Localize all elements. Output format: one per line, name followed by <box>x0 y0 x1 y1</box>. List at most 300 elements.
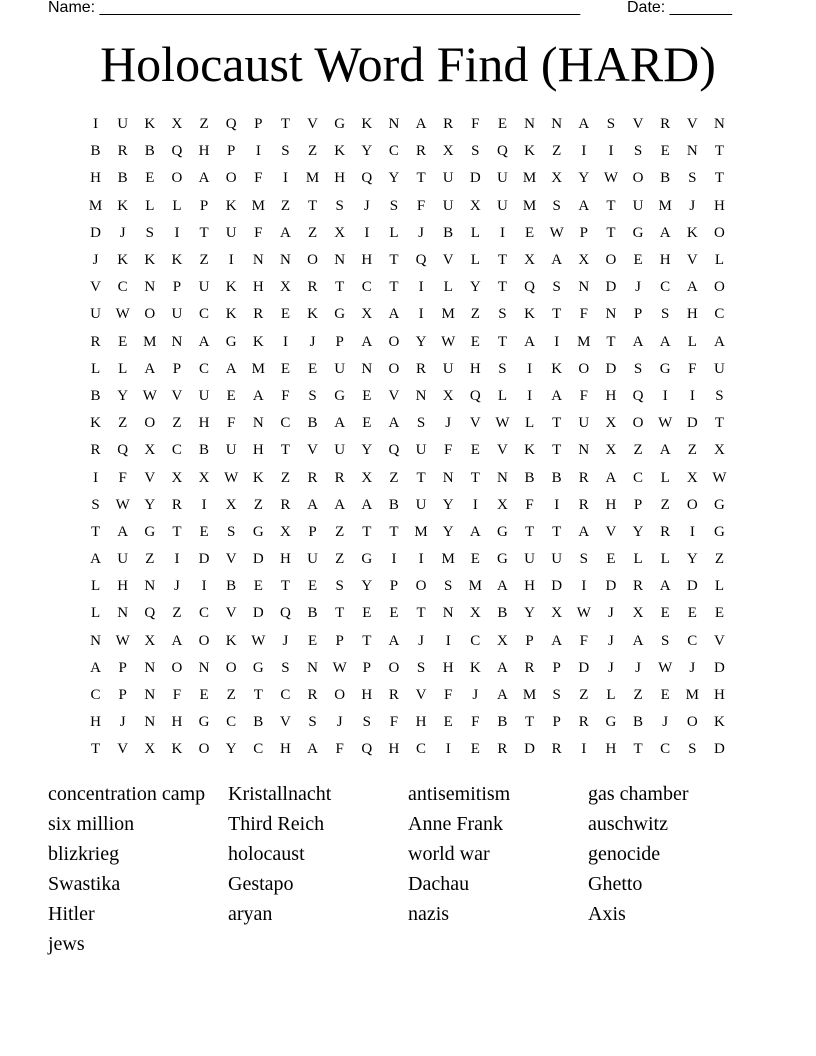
grid-letter[interactable]: T <box>524 714 535 731</box>
grid-letter[interactable]: X <box>361 469 373 486</box>
grid-letter[interactable]: B <box>307 415 318 432</box>
grid-letter[interactable]: K <box>524 306 535 323</box>
grid-letter[interactable]: J <box>635 279 641 296</box>
grid-letter[interactable]: T <box>524 523 535 540</box>
grid-letter[interactable]: N <box>415 387 427 404</box>
grid-letter[interactable]: J <box>336 714 343 731</box>
grid-letter[interactable]: X <box>469 605 481 622</box>
grid-letter[interactable]: F <box>525 496 534 513</box>
grid-letter[interactable]: G <box>497 551 508 568</box>
grid-letter[interactable]: V <box>225 605 237 622</box>
grid-letter[interactable]: S <box>416 659 426 676</box>
grid-letter[interactable]: N <box>551 116 563 133</box>
grid-letter[interactable]: I <box>689 387 695 404</box>
grid-letter[interactable]: K <box>117 252 129 269</box>
grid-letter[interactable]: F <box>579 306 588 323</box>
grid-letter[interactable]: E <box>470 741 480 758</box>
grid-letter[interactable]: O <box>686 714 698 731</box>
grid-letter[interactable]: V <box>686 116 698 133</box>
grid-letter[interactable]: V <box>307 116 318 133</box>
grid-letter[interactable]: H <box>252 279 264 296</box>
grid-letter[interactable]: T <box>362 632 372 649</box>
grid-letter[interactable]: X <box>497 496 508 513</box>
grid-letter[interactable]: Y <box>686 551 698 568</box>
grid-letter[interactable]: S <box>308 714 317 731</box>
grid-letter[interactable]: F <box>335 741 344 758</box>
grid-letter[interactable]: D <box>252 551 264 568</box>
grid-letter[interactable]: H <box>442 659 454 676</box>
grid-letter[interactable]: I <box>581 578 587 595</box>
grid-letter[interactable]: W <box>549 224 564 241</box>
grid-letter[interactable]: A <box>252 387 264 404</box>
grid-letter[interactable]: E <box>280 306 291 323</box>
grid-letter[interactable]: T <box>497 333 508 350</box>
grid-letter[interactable]: S <box>715 387 724 404</box>
grid-letter[interactable]: M <box>522 197 537 214</box>
grid-letter[interactable]: Z <box>335 551 345 568</box>
grid-letter[interactable]: Y <box>361 143 373 160</box>
grid-letter[interactable]: J <box>689 659 696 676</box>
grid-letter[interactable]: W <box>332 659 347 676</box>
grid-letter[interactable]: E <box>226 387 236 404</box>
grid-letter[interactable]: L <box>90 360 101 377</box>
grid-letter[interactable]: I <box>174 551 180 568</box>
grid-letter[interactable]: U <box>632 197 644 214</box>
grid-letter[interactable]: T <box>552 415 562 432</box>
grid-letter[interactable]: I <box>689 523 695 540</box>
grid-letter[interactable]: F <box>254 224 263 241</box>
grid-letter[interactable]: N <box>144 578 156 595</box>
grid-letter[interactable]: N <box>144 714 156 731</box>
grid-letter[interactable]: O <box>171 170 183 187</box>
grid-letter[interactable]: L <box>118 360 128 377</box>
grid-letter[interactable]: K <box>171 252 183 269</box>
grid-letter[interactable]: H <box>361 252 373 269</box>
grid-letter[interactable]: T <box>606 224 616 241</box>
grid-letter[interactable]: A <box>659 578 671 595</box>
grid-letter[interactable]: P <box>118 659 127 676</box>
grid-letter[interactable]: P <box>199 197 209 214</box>
grid-letter[interactable]: I <box>418 279 424 296</box>
grid-letter[interactable]: R <box>416 360 427 377</box>
grid-letter[interactable]: R <box>660 523 671 540</box>
grid-letter[interactable]: S <box>308 387 317 404</box>
grid-letter[interactable]: E <box>443 714 453 731</box>
grid-letter[interactable]: A <box>388 415 400 432</box>
grid-letter[interactable]: Z <box>172 415 182 432</box>
grid-letter[interactable]: A <box>334 415 346 432</box>
grid-letter[interactable]: P <box>308 523 317 540</box>
grid-letter[interactable]: S <box>606 116 616 133</box>
grid-letter[interactable]: E <box>118 333 128 350</box>
grid-letter[interactable]: W <box>251 632 266 649</box>
grid-letter[interactable]: O <box>307 252 318 269</box>
grid-letter[interactable]: L <box>443 279 453 296</box>
grid-letter[interactable]: A <box>388 306 400 323</box>
grid-letter[interactable]: G <box>252 523 264 540</box>
grid-letter[interactable]: Z <box>470 306 480 323</box>
grid-letter[interactable]: R <box>578 469 589 486</box>
grid-letter[interactable]: S <box>661 632 670 649</box>
grid-letter[interactable]: A <box>497 659 508 676</box>
grid-letter[interactable]: R <box>524 659 535 676</box>
grid-letter[interactable]: U <box>198 387 210 404</box>
grid-letter[interactable]: M <box>658 197 672 214</box>
grid-letter[interactable]: U <box>578 415 590 432</box>
grid-letter[interactable]: G <box>144 523 156 540</box>
grid-letter[interactable]: K <box>524 442 535 459</box>
grid-letter[interactable]: E <box>714 605 725 622</box>
grid-letter[interactable]: B <box>226 578 237 595</box>
grid-letter[interactable]: R <box>90 333 101 350</box>
grid-letter[interactable]: N <box>388 116 400 133</box>
grid-letter[interactable]: Y <box>578 170 590 187</box>
grid-letter[interactable]: T <box>389 523 399 540</box>
grid-letter[interactable]: I <box>608 143 614 160</box>
grid-letter[interactable]: E <box>280 360 291 377</box>
grid-letter[interactable]: W <box>495 415 510 432</box>
grid-letter[interactable]: E <box>470 333 480 350</box>
grid-letter[interactable]: J <box>119 224 126 241</box>
grid-letter[interactable]: Z <box>579 687 589 704</box>
grid-letter[interactable]: P <box>362 659 371 676</box>
grid-letter[interactable]: A <box>225 360 237 377</box>
grid-letter[interactable]: O <box>388 333 400 350</box>
grid-letter[interactable]: X <box>442 387 454 404</box>
grid-letter[interactable]: E <box>633 252 643 269</box>
grid-letter[interactable]: U <box>524 551 535 568</box>
grid-letter[interactable]: S <box>633 143 643 160</box>
grid-letter[interactable]: K <box>225 632 237 649</box>
grid-letter[interactable]: C <box>199 360 210 377</box>
grid-letter[interactable]: E <box>606 551 616 568</box>
grid-letter[interactable]: C <box>416 741 427 758</box>
grid-letter[interactable]: H <box>198 143 210 160</box>
grid-letter[interactable]: L <box>90 578 101 595</box>
grid-letter[interactable]: S <box>145 224 154 241</box>
grid-letter[interactable]: H <box>659 252 671 269</box>
grid-letter[interactable]: U <box>442 170 454 187</box>
grid-letter[interactable]: L <box>172 197 182 214</box>
grid-letter[interactable]: J <box>119 714 126 731</box>
grid-letter[interactable]: Q <box>171 143 183 160</box>
grid-letter[interactable]: J <box>608 605 614 622</box>
grid-letter[interactable]: O <box>334 687 346 704</box>
grid-letter[interactable]: A <box>90 551 101 568</box>
grid-letter[interactable]: O <box>388 659 400 676</box>
grid-letter[interactable]: M <box>441 306 455 323</box>
grid-letter[interactable]: X <box>144 632 156 649</box>
grid-letter[interactable]: K <box>117 197 129 214</box>
grid-letter[interactable]: T <box>90 741 101 758</box>
grid-letter[interactable]: P <box>389 578 399 595</box>
grid-letter[interactable]: S <box>335 197 344 214</box>
grid-letter[interactable]: K <box>686 224 698 241</box>
grid-letter[interactable]: Z <box>145 551 155 568</box>
grid-letter[interactable]: H <box>605 387 617 404</box>
grid-letter[interactable]: M <box>577 333 591 350</box>
grid-letter[interactable]: Q <box>144 605 156 622</box>
grid-letter[interactable]: O <box>198 632 210 649</box>
grid-letter[interactable]: R <box>280 496 291 513</box>
grid-letter[interactable]: W <box>603 170 619 187</box>
grid-letter[interactable]: X <box>469 197 481 214</box>
grid-letter[interactable]: A <box>578 116 590 133</box>
grid-letter[interactable]: P <box>227 143 236 160</box>
grid-letter[interactable]: E <box>660 605 670 622</box>
grid-letter[interactable]: I <box>364 224 370 241</box>
grid-letter[interactable]: T <box>552 523 562 540</box>
grid-letter[interactable]: K <box>469 659 481 676</box>
grid-letter[interactable]: R <box>660 116 671 133</box>
grid-letter[interactable]: V <box>714 632 725 649</box>
grid-letter[interactable]: Q <box>415 252 427 269</box>
grid-letter[interactable]: J <box>608 659 614 676</box>
grid-letter[interactable]: X <box>280 523 291 540</box>
grid-letter[interactable]: X <box>334 224 346 241</box>
grid-letter[interactable]: V <box>415 687 427 704</box>
grid-letter[interactable]: W <box>115 306 130 323</box>
grid-letter[interactable]: F <box>688 360 697 377</box>
grid-letter[interactable]: U <box>198 279 210 296</box>
grid-letter[interactable]: P <box>552 714 561 731</box>
grid-letter[interactable]: C <box>660 741 671 758</box>
grid-letter[interactable]: F <box>118 469 127 486</box>
grid-letter[interactable]: F <box>444 687 453 704</box>
grid-letter[interactable]: G <box>334 116 346 133</box>
grid-letter[interactable]: T <box>416 605 426 622</box>
grid-letter[interactable]: M <box>88 197 103 214</box>
grid-letter[interactable]: Q <box>632 387 644 404</box>
grid-letter[interactable]: A <box>551 252 563 269</box>
grid-letter[interactable]: A <box>659 442 671 459</box>
grid-letter[interactable]: N <box>578 279 590 296</box>
grid-letter[interactable]: C <box>280 687 291 704</box>
grid-letter[interactable]: T <box>389 279 399 296</box>
grid-letter[interactable]: T <box>172 523 182 540</box>
grid-letter[interactable]: L <box>90 605 101 622</box>
grid-letter[interactable]: R <box>633 578 644 595</box>
grid-letter[interactable]: U <box>714 360 725 377</box>
grid-letter[interactable]: E <box>660 687 670 704</box>
grid-letter[interactable]: U <box>442 360 454 377</box>
grid-letter[interactable]: R <box>388 687 399 704</box>
grid-letter[interactable]: X <box>171 469 183 486</box>
grid-letter[interactable]: I <box>581 143 587 160</box>
grid-letter[interactable]: S <box>281 659 290 676</box>
grid-letter[interactable]: T <box>335 279 345 296</box>
grid-letter[interactable]: U <box>334 442 346 459</box>
grid-letter[interactable]: L <box>660 551 670 568</box>
grid-letter[interactable]: P <box>254 116 263 133</box>
grid-letter[interactable]: Z <box>687 442 697 459</box>
grid-letter[interactable]: X <box>632 605 644 622</box>
grid-letter[interactable]: Y <box>442 496 454 513</box>
grid-letter[interactable]: Q <box>524 279 535 296</box>
grid-letter[interactable]: K <box>90 415 101 432</box>
grid-letter[interactable]: J <box>472 687 479 704</box>
grid-letter[interactable]: W <box>115 496 130 513</box>
grid-letter[interactable]: H <box>415 714 427 731</box>
grid-letter[interactable]: O <box>388 360 400 377</box>
grid-letter[interactable]: M <box>522 687 537 704</box>
grid-letter[interactable]: L <box>714 252 725 269</box>
grid-letter[interactable]: R <box>334 469 345 486</box>
grid-letter[interactable]: O <box>225 170 237 187</box>
grid-letter[interactable]: Z <box>226 687 236 704</box>
grid-letter[interactable]: B <box>144 143 155 160</box>
grid-letter[interactable]: G <box>334 387 346 404</box>
grid-letter[interactable]: J <box>662 714 669 731</box>
grid-letter[interactable]: R <box>171 496 182 513</box>
grid-letter[interactable]: S <box>633 360 643 377</box>
grid-letter[interactable]: K <box>144 252 156 269</box>
grid-letter[interactable]: T <box>714 143 725 160</box>
grid-letter[interactable]: M <box>414 523 428 540</box>
grid-letter[interactable]: H <box>334 170 346 187</box>
grid-letter[interactable]: D <box>90 224 101 241</box>
grid-letter[interactable]: P <box>172 279 182 296</box>
grid-letter[interactable]: J <box>418 224 424 241</box>
grid-letter[interactable]: U <box>90 306 101 323</box>
grid-letter[interactable]: F <box>579 387 588 404</box>
grid-letter[interactable]: V <box>605 523 617 540</box>
grid-letter[interactable]: T <box>714 415 725 432</box>
grid-letter[interactable]: Z <box>307 143 318 160</box>
grid-letter[interactable]: L <box>524 415 535 432</box>
grid-letter[interactable]: I <box>201 496 207 513</box>
grid-letter[interactable]: N <box>714 116 725 133</box>
grid-letter[interactable]: N <box>144 279 156 296</box>
grid-letter[interactable]: Z <box>199 116 209 133</box>
grid-letter[interactable]: G <box>225 333 237 350</box>
grid-letter[interactable]: K <box>225 197 237 214</box>
grid-letter[interactable]: R <box>307 687 318 704</box>
grid-letter[interactable]: U <box>415 496 427 513</box>
grid-letter[interactable]: O <box>632 415 644 432</box>
grid-letter[interactable]: I <box>527 360 533 377</box>
grid-letter[interactable]: E <box>687 605 697 622</box>
grid-letter[interactable]: F <box>444 442 453 459</box>
grid-letter[interactable]: A <box>686 279 698 296</box>
grid-letter[interactable]: A <box>361 333 373 350</box>
grid-letter[interactable]: O <box>578 360 590 377</box>
grid-letter[interactable]: G <box>252 659 264 676</box>
grid-letter[interactable]: T <box>416 170 426 187</box>
grid-letter[interactable]: S <box>471 143 480 160</box>
grid-letter[interactable]: F <box>471 116 480 133</box>
grid-letter[interactable]: N <box>144 659 156 676</box>
grid-letter[interactable]: T <box>497 279 508 296</box>
grid-letter[interactable]: Z <box>633 442 643 459</box>
grid-letter[interactable]: C <box>470 632 481 649</box>
grid-letter[interactable]: D <box>714 741 725 758</box>
grid-letter[interactable]: I <box>228 252 234 269</box>
grid-letter[interactable]: Y <box>388 170 400 187</box>
grid-letter[interactable]: T <box>280 442 291 459</box>
grid-letter[interactable]: G <box>714 496 725 513</box>
grid-letter[interactable]: Q <box>388 442 400 459</box>
grid-letter[interactable]: H <box>686 306 698 323</box>
grid-letter[interactable]: M <box>251 197 265 214</box>
grid-letter[interactable]: S <box>416 415 426 432</box>
grid-letter[interactable]: N <box>307 659 318 676</box>
grid-letter[interactable]: B <box>117 170 128 187</box>
grid-letter[interactable]: N <box>334 252 346 269</box>
grid-letter[interactable]: A <box>198 170 210 187</box>
grid-letter[interactable]: A <box>307 741 318 758</box>
grid-letter[interactable]: W <box>115 632 130 649</box>
grid-letter[interactable]: N <box>90 632 101 649</box>
grid-letter[interactable]: H <box>524 578 535 595</box>
grid-letter[interactable]: D <box>605 360 617 377</box>
grid-letter[interactable]: J <box>174 578 180 595</box>
grid-letter[interactable]: U <box>497 170 508 187</box>
grid-letter[interactable]: K <box>524 143 535 160</box>
grid-letter[interactable]: K <box>225 279 237 296</box>
grid-letter[interactable]: C <box>199 605 210 622</box>
grid-letter[interactable]: R <box>443 116 454 133</box>
grid-letter[interactable]: R <box>497 741 508 758</box>
grid-letter[interactable]: B <box>90 387 101 404</box>
grid-letter[interactable]: N <box>605 306 617 323</box>
grid-letter[interactable]: O <box>632 170 644 187</box>
grid-letter[interactable]: A <box>551 632 563 649</box>
grid-letter[interactable]: G <box>605 714 617 731</box>
grid-letter[interactable]: H <box>605 496 617 513</box>
grid-letter[interactable]: A <box>632 333 644 350</box>
grid-letter[interactable]: J <box>608 632 614 649</box>
grid-letter[interactable]: T <box>389 252 399 269</box>
grid-letter[interactable]: T <box>714 170 725 187</box>
grid-letter[interactable]: T <box>606 197 616 214</box>
grid-letter[interactable]: D <box>198 551 210 568</box>
grid-letter[interactable]: E <box>362 387 372 404</box>
grid-letter[interactable]: C <box>171 442 182 459</box>
grid-letter[interactable]: T <box>552 306 562 323</box>
grid-letter[interactable]: U <box>497 197 508 214</box>
grid-letter[interactable]: B <box>253 714 264 731</box>
grid-letter[interactable]: G <box>334 306 346 323</box>
grid-letter[interactable]: M <box>522 170 537 187</box>
grid-letter[interactable]: M <box>305 170 320 187</box>
grid-letter[interactable]: V <box>117 741 129 758</box>
grid-letter[interactable]: N <box>442 469 454 486</box>
grid-letter[interactable]: F <box>281 387 290 404</box>
grid-letter[interactable]: A <box>388 632 400 649</box>
grid-letter[interactable]: X <box>171 116 183 133</box>
grid-letter[interactable]: V <box>469 415 481 432</box>
grid-letter[interactable]: E <box>145 170 155 187</box>
grid-letter[interactable]: C <box>199 306 210 323</box>
grid-letter[interactable]: C <box>714 306 725 323</box>
grid-letter[interactable]: K <box>171 741 183 758</box>
grid-letter[interactable]: A <box>578 523 590 540</box>
grid-letter[interactable]: A <box>171 632 183 649</box>
grid-letter[interactable]: O <box>686 496 698 513</box>
grid-letter[interactable]: F <box>254 170 263 187</box>
grid-letter[interactable]: N <box>686 143 698 160</box>
grid-letter[interactable]: E <box>470 551 480 568</box>
grid-letter[interactable]: Q <box>361 741 373 758</box>
grid-letter[interactable]: E <box>389 605 399 622</box>
grid-letter[interactable]: N <box>171 333 183 350</box>
grid-letter[interactable]: L <box>389 224 399 241</box>
grid-letter[interactable]: E <box>307 632 318 649</box>
grid-letter[interactable]: J <box>363 197 370 214</box>
grid-letter[interactable]: S <box>227 523 236 540</box>
grid-letter[interactable]: I <box>418 306 424 323</box>
